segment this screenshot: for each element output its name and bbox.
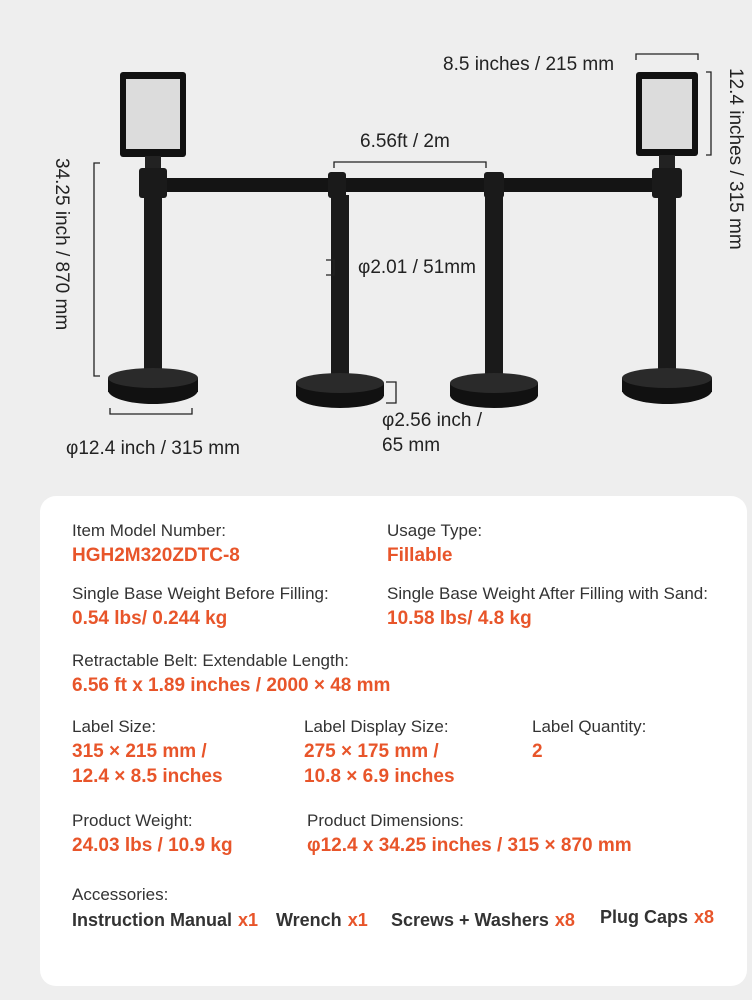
- stanchion-post-1: [108, 72, 198, 404]
- post-diameter-label: φ2.01 / 51mm: [358, 257, 476, 278]
- display-size-value-1: 275 × 175 mm /: [304, 741, 439, 762]
- stanchion-diagram: [0, 0, 752, 480]
- base-height-label-1: φ2.56 inch /: [382, 410, 482, 431]
- accessory-plug-caps: [600, 907, 714, 928]
- belt-length-spec-label: Retractable Belt: Extendable Length:: [72, 651, 349, 670]
- accessory-wrench: [276, 910, 368, 931]
- weight-before-value: 0.54 lbs/ 0.244 kg: [72, 608, 228, 629]
- display-size-value-2: 10.8 × 6.9 inches: [304, 766, 455, 787]
- accessory-screws-washers: [391, 910, 575, 931]
- sign-height-label: 12.4 inches / 315 mm: [725, 68, 746, 250]
- post-height-label: 34.25 inch / 870 mm: [51, 158, 72, 331]
- usage-type-label: Usage Type:: [387, 521, 483, 540]
- accessory-instruction-manual: [72, 910, 258, 931]
- label-quantity-value: 2: [532, 741, 543, 762]
- base-height-label-2: 65 mm: [382, 435, 441, 456]
- label-size-label: Label Size:: [72, 717, 157, 736]
- accessory-name: Wrench: [276, 910, 342, 930]
- stanchion-post-4: [622, 72, 712, 404]
- base-diameter-label: φ12.4 inch / 315 mm: [66, 438, 240, 459]
- usage-type-value: Fillable: [387, 545, 453, 566]
- accessory-qty: x8: [694, 907, 715, 927]
- weight-after-value: 10.58 lbs/ 4.8 kg: [387, 608, 532, 629]
- label-size-value-1: 315 × 215 mm /: [72, 741, 207, 762]
- label-size-value-2: 12.4 × 8.5 inches: [72, 766, 223, 787]
- weight-after-label: Single Base Weight After Filling with Sand:: [387, 584, 708, 603]
- retractable-belt: [150, 178, 670, 192]
- model-number-label: Item Model Number:: [72, 521, 226, 540]
- accessory-qty: x8: [554, 910, 575, 930]
- product-weight-value: 24.03 lbs / 10.9 kg: [72, 835, 233, 856]
- product-dimensions-value: φ12.4 x 34.25 inches / 315 × 870 mm: [307, 835, 632, 856]
- accessory-name: Plug Caps: [600, 907, 689, 927]
- specifications-card: [40, 496, 747, 986]
- accessory-name: Instruction Manual: [72, 910, 233, 930]
- sign-width-label: 8.5 inches / 215 mm: [443, 54, 615, 75]
- accessories-label: Accessories:: [72, 885, 169, 904]
- weight-before-label: Single Base Weight Before Filling:: [72, 584, 329, 603]
- accessory-qty: x1: [347, 910, 368, 930]
- label-quantity-label: Label Quantity:: [532, 717, 647, 736]
- belt-length-label: 6.56ft / 2m: [360, 131, 450, 152]
- stanchion-post-2: [296, 172, 384, 408]
- accessory-qty: x1: [238, 910, 259, 930]
- model-number-value: HGH2M320ZDTC-8: [72, 545, 240, 566]
- product-dimensions-label: Product Dimensions:: [307, 811, 464, 830]
- product-weight-label: Product Weight:: [72, 811, 193, 830]
- display-size-label: Label Display Size:: [304, 717, 449, 736]
- stanchion-post-3: [450, 172, 538, 408]
- belt-length-spec-value: 6.56 ft x 1.89 inches / 2000 × 48 mm: [72, 675, 391, 696]
- accessory-name: Screws + Washers: [391, 910, 549, 930]
